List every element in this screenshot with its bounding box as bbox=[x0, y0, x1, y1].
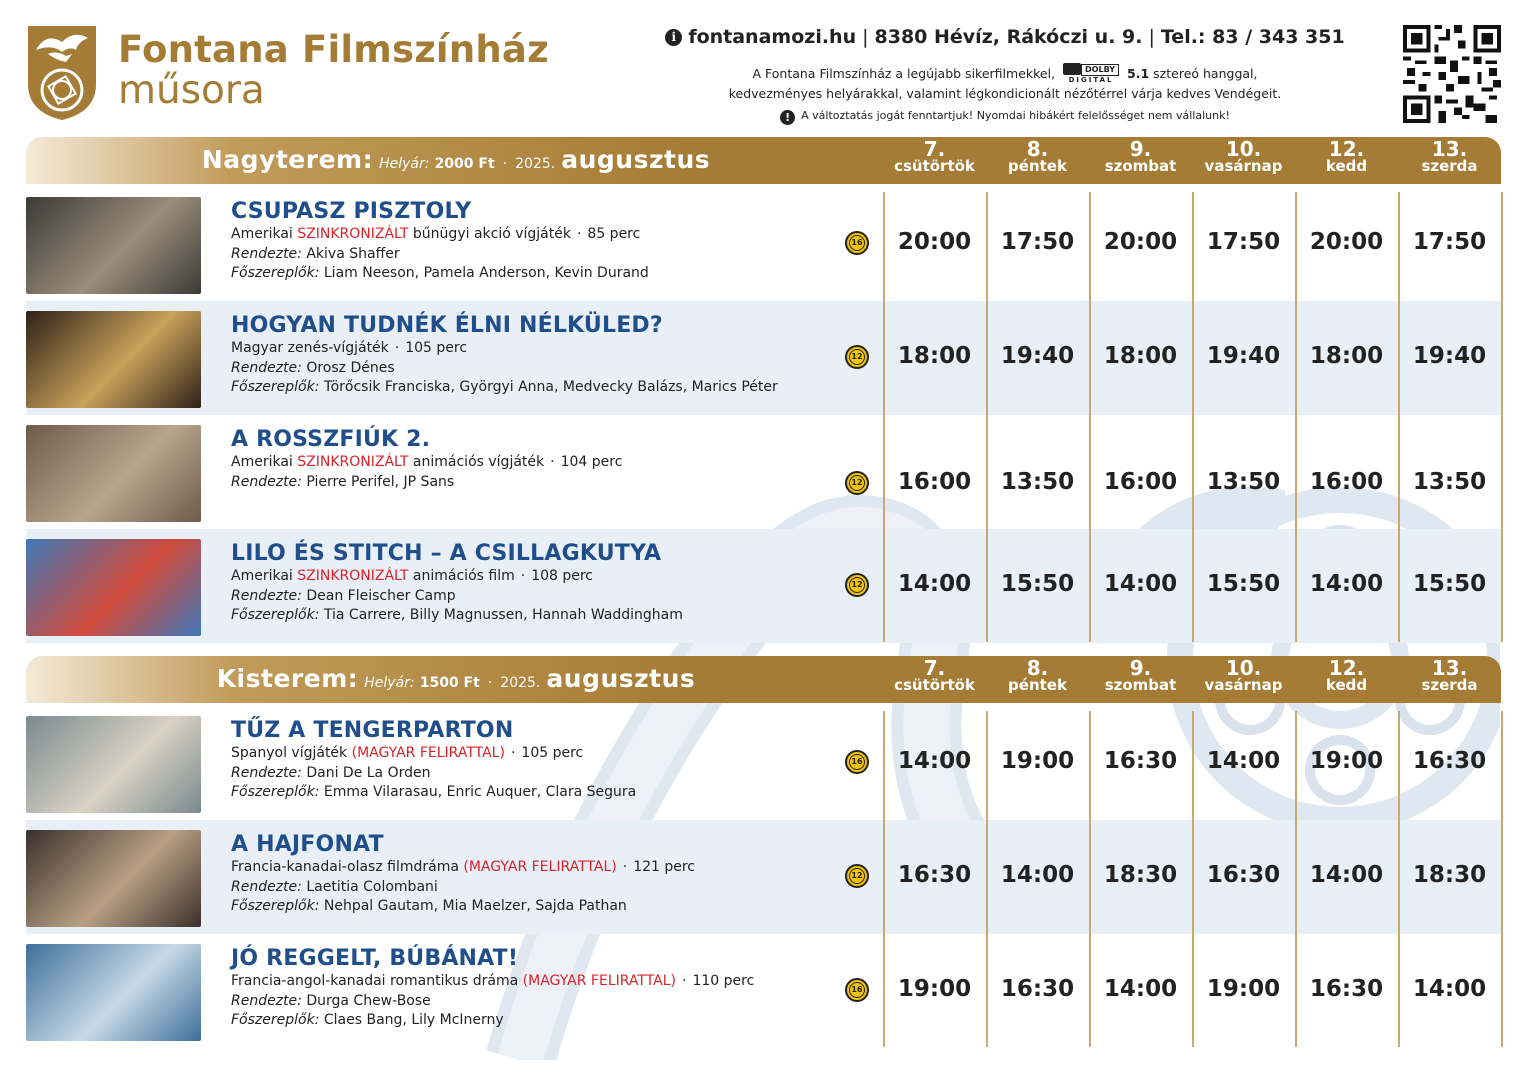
age-rating-badge: 16 bbox=[845, 750, 869, 774]
age-rating-badge: 12 bbox=[845, 864, 869, 888]
showtime[interactable]: 20:00 bbox=[897, 229, 972, 255]
movie-poster bbox=[26, 425, 201, 522]
movie-genre-line: Francia-angol-kanadai romantikus dráma (MAGYAR FELIRATTAL) · 110 perc bbox=[231, 973, 755, 989]
day-header bbox=[1295, 656, 1398, 694]
showtime[interactable]: 17:50 bbox=[1206, 229, 1281, 255]
showtime[interactable]: 19:00 bbox=[1206, 976, 1281, 1002]
brand-line-1: Fontana Filmszínház bbox=[118, 28, 549, 71]
showtime[interactable]: 20:00 bbox=[1309, 229, 1384, 255]
showtime[interactable]: 16:30 bbox=[1206, 862, 1281, 888]
movie-length: 105 perc bbox=[521, 745, 584, 761]
movie-genre-line: Amerikai SZINKRONIZÁLT animációs vígjáték · 104 perc bbox=[231, 454, 623, 470]
column-divider bbox=[883, 711, 885, 1047]
showtime[interactable]: 13:50 bbox=[1206, 469, 1281, 495]
day-name: kedd bbox=[1325, 157, 1368, 175]
showtime[interactable]: 18:00 bbox=[1103, 343, 1178, 369]
movie-info bbox=[231, 946, 841, 1031]
column-divider bbox=[1192, 192, 1194, 642]
day-header bbox=[986, 137, 1089, 175]
section-header bbox=[26, 137, 1501, 184]
day-name: péntek bbox=[1008, 157, 1067, 175]
showtime[interactable]: 16:30 bbox=[1000, 976, 1075, 1002]
showtime[interactable]: 14:00 bbox=[1103, 571, 1178, 597]
day-header bbox=[1089, 137, 1192, 175]
column-divider bbox=[1398, 711, 1400, 1047]
movie-cast: Főszereplők: Liam Neeson, Pamela Anderson, Kevin Durand bbox=[231, 265, 649, 281]
movie-row bbox=[26, 706, 1501, 820]
movie-title[interactable]: CSUPASZ PISZTOLY bbox=[231, 199, 472, 224]
movie-cast: Főszereplők: Claes Bang, Lily McInerny bbox=[231, 1012, 504, 1028]
phone-text: Tel.: 83 / 343 351 bbox=[1160, 26, 1345, 48]
price-label: Helyár: bbox=[379, 156, 430, 172]
showtime[interactable]: 14:00 bbox=[897, 571, 972, 597]
day-name: szerda bbox=[1421, 676, 1478, 694]
warning-icon: ! bbox=[780, 110, 795, 125]
movie-length: 108 perc bbox=[531, 568, 594, 584]
website-link[interactable]: fontanamozi.hu bbox=[688, 26, 857, 48]
movie-poster bbox=[26, 311, 201, 408]
day-header bbox=[883, 656, 986, 694]
day-header bbox=[883, 137, 986, 175]
column-divider bbox=[1501, 711, 1503, 1047]
language-tag: (MAGYAR FELIRATTAL) bbox=[463, 859, 617, 875]
column-divider bbox=[986, 711, 988, 1047]
showtime[interactable]: 14:00 bbox=[1412, 976, 1487, 1002]
contact-line: i fontanamozi.hu | 8380 Hévíz, Rákóczi u. 9. | Tel.: 83 / 343 351 bbox=[620, 26, 1390, 48]
showtime[interactable]: 19:40 bbox=[1206, 343, 1281, 369]
movie-poster bbox=[26, 539, 201, 636]
language-tag: (MAGYAR FELIRATTAL) bbox=[522, 973, 677, 989]
cinema-logo bbox=[26, 24, 98, 122]
year: 2025. bbox=[515, 156, 556, 172]
showtime[interactable]: 17:50 bbox=[1000, 229, 1075, 255]
column-divider bbox=[1398, 192, 1400, 642]
day-number: 13. bbox=[1431, 137, 1468, 161]
day-number: 13. bbox=[1431, 656, 1468, 680]
movie-director: Rendezte: Laetitia Colombani bbox=[231, 878, 438, 895]
movie-title[interactable]: LILO ÉS STITCH – A CSILLAGKUTYA bbox=[231, 541, 662, 566]
day-number: 12. bbox=[1328, 137, 1365, 161]
day-number: 8. bbox=[1026, 137, 1049, 161]
age-rating-badge: 12 bbox=[845, 345, 869, 369]
showtime[interactable]: 19:40 bbox=[1000, 343, 1075, 369]
movie-length: 110 perc bbox=[692, 973, 755, 989]
day-header bbox=[1089, 656, 1192, 694]
movie-cast: Főszereplők: Nehpal Gautam, Mia Maelzer, Sajda Pathan bbox=[231, 898, 627, 914]
movie-director: Rendezte: Dani De La Orden bbox=[231, 764, 431, 781]
month: augusztus bbox=[546, 664, 696, 693]
day-name: vasárnap bbox=[1204, 676, 1283, 694]
notice-line: ! A változtatás jogát fenntartjuk! Nyomdai hibákért felelősséget nem vállalunk! bbox=[620, 109, 1390, 125]
showtime[interactable]: 14:00 bbox=[1206, 748, 1281, 774]
day-name: csütörtök bbox=[894, 157, 975, 175]
year: 2025. bbox=[500, 675, 541, 691]
price-value: 1500 Ft bbox=[419, 675, 480, 691]
showtime[interactable]: 20:00 bbox=[1103, 229, 1178, 255]
showtime[interactable]: 13:50 bbox=[1412, 469, 1487, 495]
language-tag: SZINKRONIZÁLT bbox=[297, 568, 409, 584]
showtime[interactable]: 14:00 bbox=[1000, 862, 1075, 888]
day-header bbox=[1398, 137, 1501, 175]
day-header bbox=[986, 656, 1089, 694]
column-divider bbox=[986, 192, 988, 642]
movie-length: 85 perc bbox=[587, 226, 641, 242]
column-divider bbox=[1295, 192, 1297, 642]
age-rating-badge: 16 bbox=[845, 978, 869, 1002]
showtime[interactable]: 15:50 bbox=[1412, 571, 1487, 597]
movie-poster bbox=[26, 197, 201, 294]
movie-director: Rendezte: Orosz Dénes bbox=[231, 359, 395, 376]
showtime[interactable]: 14:00 bbox=[1309, 862, 1384, 888]
column-divider bbox=[1295, 711, 1297, 1047]
day-name: kedd bbox=[1325, 676, 1368, 694]
language-tag: SZINKRONIZÁLT bbox=[297, 226, 409, 242]
movie-length: 104 perc bbox=[560, 454, 623, 470]
movie-genre-line: Amerikai SZINKRONIZÁLT animációs film · 108 perc bbox=[231, 568, 594, 584]
column-divider bbox=[1089, 192, 1091, 642]
showtime[interactable]: 16:00 bbox=[897, 469, 972, 495]
showtime[interactable]: 16:30 bbox=[1309, 976, 1384, 1002]
showtime[interactable]: 16:30 bbox=[1103, 748, 1178, 774]
showtime[interactable]: 16:30 bbox=[897, 862, 972, 888]
movie-poster bbox=[26, 830, 201, 927]
day-number: 7. bbox=[923, 656, 946, 680]
section-title: Nagyterem: Helyár: 2000 Ft · 2025. augusztus bbox=[201, 145, 711, 174]
showtime[interactable]: 15:50 bbox=[1206, 571, 1281, 597]
month: augusztus bbox=[561, 145, 711, 174]
age-rating-badge: 16 bbox=[845, 231, 869, 255]
showtime[interactable]: 18:30 bbox=[1412, 862, 1487, 888]
price-value: 2000 Ft bbox=[434, 156, 495, 172]
movie-cast: Főszereplők: Tia Carrere, Billy Magnussen, Hannah Waddingham bbox=[231, 607, 683, 623]
movie-director: Rendezte: Akiva Shaffer bbox=[231, 245, 400, 262]
showtime[interactable]: 13:50 bbox=[1000, 469, 1075, 495]
header-info bbox=[620, 26, 1390, 125]
movie-length: 105 perc bbox=[405, 340, 468, 356]
info-icon: i bbox=[665, 29, 682, 46]
column-divider bbox=[883, 192, 885, 642]
promo-text: A Fontana Filmszínház a legújabb sikerfilmekkel, DOLBY DIGITAL 5.1 sztereó hanggal, kedvezményes helyárakkal, valamint légkondicionált nézőtérrel várja kedves Vendégeit. bbox=[620, 58, 1390, 103]
day-number: 10. bbox=[1225, 656, 1262, 680]
showtime[interactable]: 16:00 bbox=[1309, 469, 1384, 495]
movie-length: 121 perc bbox=[633, 859, 696, 875]
showtime[interactable]: 15:50 bbox=[1000, 571, 1075, 597]
dolby-digital-logo: DOLBY DIGITAL bbox=[1063, 58, 1119, 84]
day-number: 8. bbox=[1026, 656, 1049, 680]
day-name: szombat bbox=[1104, 676, 1177, 694]
day-name: csütörtök bbox=[894, 676, 975, 694]
movie-info bbox=[231, 427, 841, 492]
showtime[interactable]: 16:30 bbox=[1412, 748, 1487, 774]
movie-title[interactable]: JÓ REGGELT, BÚBÁNAT! bbox=[231, 946, 519, 971]
day-header bbox=[1295, 137, 1398, 175]
showtime[interactable]: 18:00 bbox=[897, 343, 972, 369]
language-tag: SZINKRONIZÁLT bbox=[297, 454, 409, 470]
movie-row bbox=[26, 187, 1501, 301]
movie-poster bbox=[26, 944, 201, 1041]
showtime[interactable]: 18:30 bbox=[1103, 862, 1178, 888]
day-number: 9. bbox=[1129, 137, 1152, 161]
column-divider bbox=[1089, 711, 1091, 1047]
movie-title[interactable]: A HAJFONAT bbox=[231, 832, 384, 857]
brand-title bbox=[118, 30, 549, 112]
address-text: 8380 Hévíz, Rákóczi u. 9. bbox=[874, 26, 1143, 48]
showtime[interactable]: 14:00 bbox=[1103, 976, 1178, 1002]
section-header bbox=[26, 656, 1501, 703]
showtime[interactable]: 14:00 bbox=[1309, 571, 1384, 597]
movie-info bbox=[231, 541, 841, 626]
movie-cast: Főszereplők: Törőcsik Franciska, Györgyi Anna, Medvecky Balázs, Marics Péter bbox=[231, 379, 778, 395]
movie-row bbox=[26, 820, 1501, 934]
movie-info bbox=[231, 313, 841, 398]
movie-row bbox=[26, 934, 1501, 1048]
showtime[interactable]: 19:00 bbox=[1000, 748, 1075, 774]
showtime[interactable]: 17:50 bbox=[1412, 229, 1487, 255]
showtime[interactable]: 14:00 bbox=[897, 748, 972, 774]
qr-code[interactable] bbox=[1403, 25, 1501, 123]
day-number: 10. bbox=[1225, 137, 1262, 161]
showtime[interactable]: 19:00 bbox=[1309, 748, 1384, 774]
movie-genre-line: Amerikai SZINKRONIZÁLT bűnügyi akció vígjáték · 85 perc bbox=[231, 226, 641, 242]
room-name: Nagyterem: bbox=[201, 145, 374, 174]
showtime[interactable]: 19:00 bbox=[897, 976, 972, 1002]
movie-director: Rendezte: Durga Chew-Bose bbox=[231, 992, 431, 1009]
column-divider bbox=[1501, 192, 1503, 642]
movie-director: Rendezte: Pierre Perifel, JP Sans bbox=[231, 473, 455, 490]
movie-info bbox=[231, 199, 841, 284]
day-number: 7. bbox=[923, 137, 946, 161]
movie-genre-line: Spanyol vígjáték (MAGYAR FELIRATTAL) · 105 perc bbox=[231, 745, 584, 761]
movie-row bbox=[26, 301, 1501, 415]
day-name: péntek bbox=[1008, 676, 1067, 694]
movie-genre-line: Francia-kanadai-olasz filmdráma (MAGYAR FELIRATTAL) · 121 perc bbox=[231, 859, 696, 875]
column-divider bbox=[1192, 711, 1194, 1047]
movie-director: Rendezte: Dean Fleischer Camp bbox=[231, 587, 456, 604]
brand-line-2: műsora bbox=[118, 68, 265, 113]
movie-title[interactable]: A ROSSZFIÚK 2. bbox=[231, 427, 431, 452]
day-number: 9. bbox=[1129, 656, 1152, 680]
movie-row bbox=[26, 529, 1501, 643]
showtime[interactable]: 19:40 bbox=[1412, 343, 1487, 369]
movie-poster bbox=[26, 716, 201, 813]
movie-title[interactable]: HOGYAN TUDNÉK ÉLNI NÉLKÜLED? bbox=[231, 313, 663, 338]
showtime[interactable]: 18:00 bbox=[1309, 343, 1384, 369]
day-name: szerda bbox=[1421, 157, 1478, 175]
day-number: 12. bbox=[1328, 656, 1365, 680]
movie-info bbox=[231, 718, 841, 803]
price-label: Helyár: bbox=[364, 675, 415, 691]
day-name: vasárnap bbox=[1204, 157, 1283, 175]
movie-row bbox=[26, 415, 1501, 529]
language-tag: (MAGYAR FELIRATTAL) bbox=[351, 745, 505, 761]
day-header bbox=[1192, 137, 1295, 175]
movie-cast: Főszereplők: Emma Vilarasau, Enric Auquer, Clara Segura bbox=[231, 784, 637, 800]
age-rating-badge: 12 bbox=[845, 471, 869, 495]
day-name: szombat bbox=[1104, 157, 1177, 175]
day-header bbox=[1192, 656, 1295, 694]
room-name: Kisterem: bbox=[216, 664, 359, 693]
movie-title[interactable]: TŰZ A TENGERPARTON bbox=[231, 718, 514, 743]
section-title: Kisterem: Helyár: 1500 Ft · 2025. augusztus bbox=[216, 664, 696, 693]
age-rating-badge: 12 bbox=[845, 573, 869, 597]
day-header bbox=[1398, 656, 1501, 694]
showtime[interactable]: 16:00 bbox=[1103, 469, 1178, 495]
movie-info bbox=[231, 832, 841, 917]
movie-genre-line: Magyar zenés-vígjáték · 105 perc bbox=[231, 340, 468, 356]
